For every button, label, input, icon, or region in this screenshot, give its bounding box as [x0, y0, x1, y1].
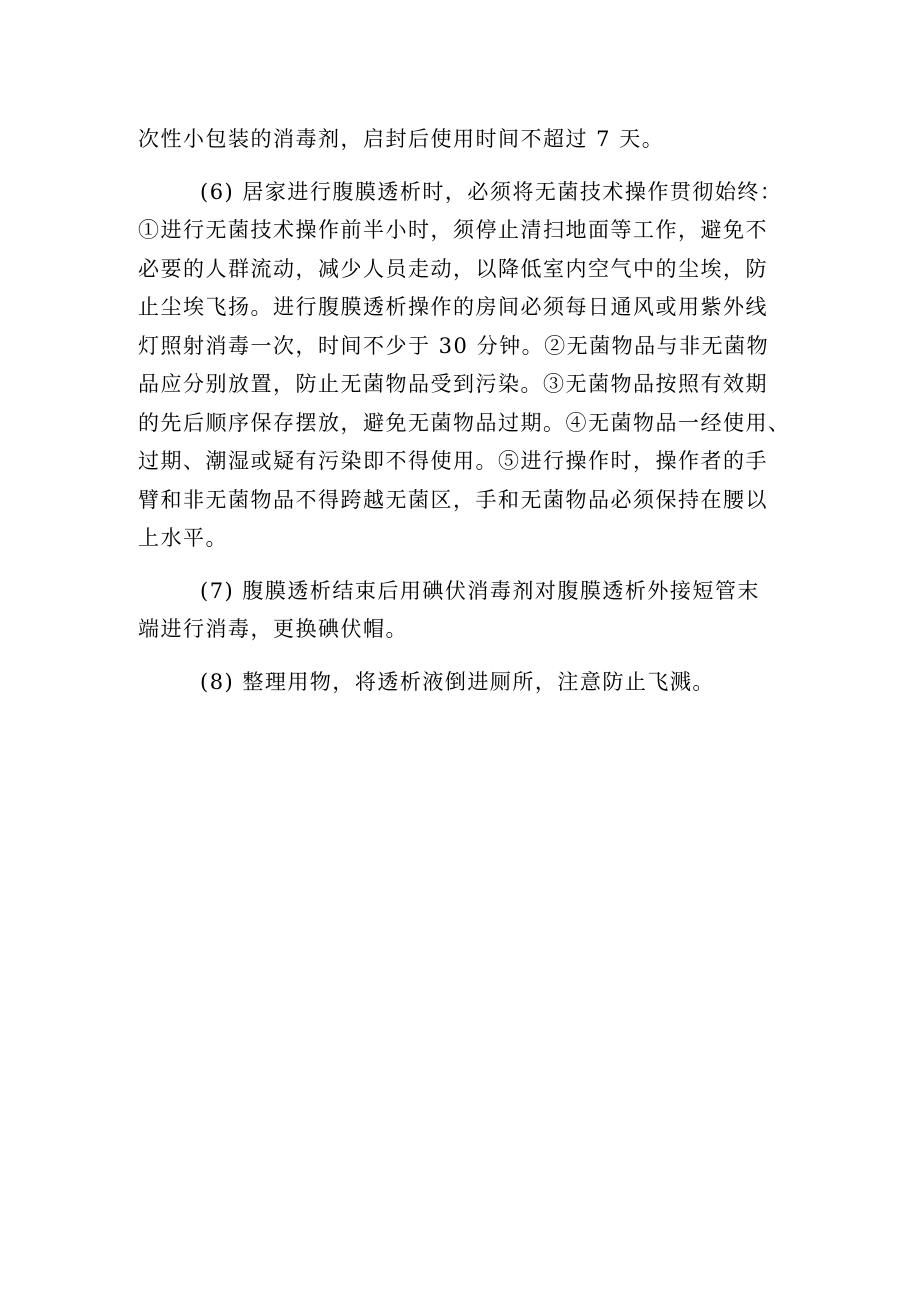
- paragraph-continuation: [138, 120, 798, 159]
- paragraph-item-8: [138, 663, 798, 702]
- text-line: (8) 整理用物，将透析液倒进厕所，注意防止飞溅。: [200, 669, 715, 694]
- text-line: 端进行消毒，更换碘伏帽。: [138, 617, 408, 641]
- text-line: 上水平。: [138, 526, 228, 550]
- paragraph-item-7: [138, 572, 798, 649]
- text-line: 灯照射消毒一次，时间不少于 30 分钟。②无菌物品与非无菌物: [138, 333, 770, 358]
- text-line: (7) 腹膜透析结束后用碘伏消毒剂对腹膜透析外接短管末: [200, 578, 760, 603]
- document-body: [138, 120, 798, 715]
- paragraph-item-6: [138, 173, 798, 558]
- text-line: 的先后顺序保存摆放，避免无菌物品过期。④无菌物品一经使用、: [138, 410, 791, 435]
- text-line: 臂和非无菌物品不得跨越无菌区，手和无菌物品必须保持在腰以: [138, 487, 768, 512]
- text-line: 止尘埃飞扬。进行腹膜透析操作的房间必须每日通风或用紫外线: [138, 295, 768, 319]
- text-line: 必要的人群流动，减少人员走动，以降低室内空气中的尘埃，防: [138, 256, 768, 281]
- text-line: (6) 居家进行腹膜透析时，必须将无菌技术操作贯彻始终：: [200, 179, 783, 204]
- text-line: 品应分别放置，防止无菌物品受到污染。③无菌物品按照有效期: [138, 372, 768, 396]
- text-line: 次性小包装的消毒剂，启封后使用时间不超过 7 天。: [138, 127, 665, 151]
- text-line: ①进行无菌技术操作前半小时，须停止清扫地面等工作，避免不: [138, 218, 768, 242]
- text-line: 过期、潮湿或疑有污染即不得使用。⑤进行操作时，操作者的手: [138, 449, 768, 473]
